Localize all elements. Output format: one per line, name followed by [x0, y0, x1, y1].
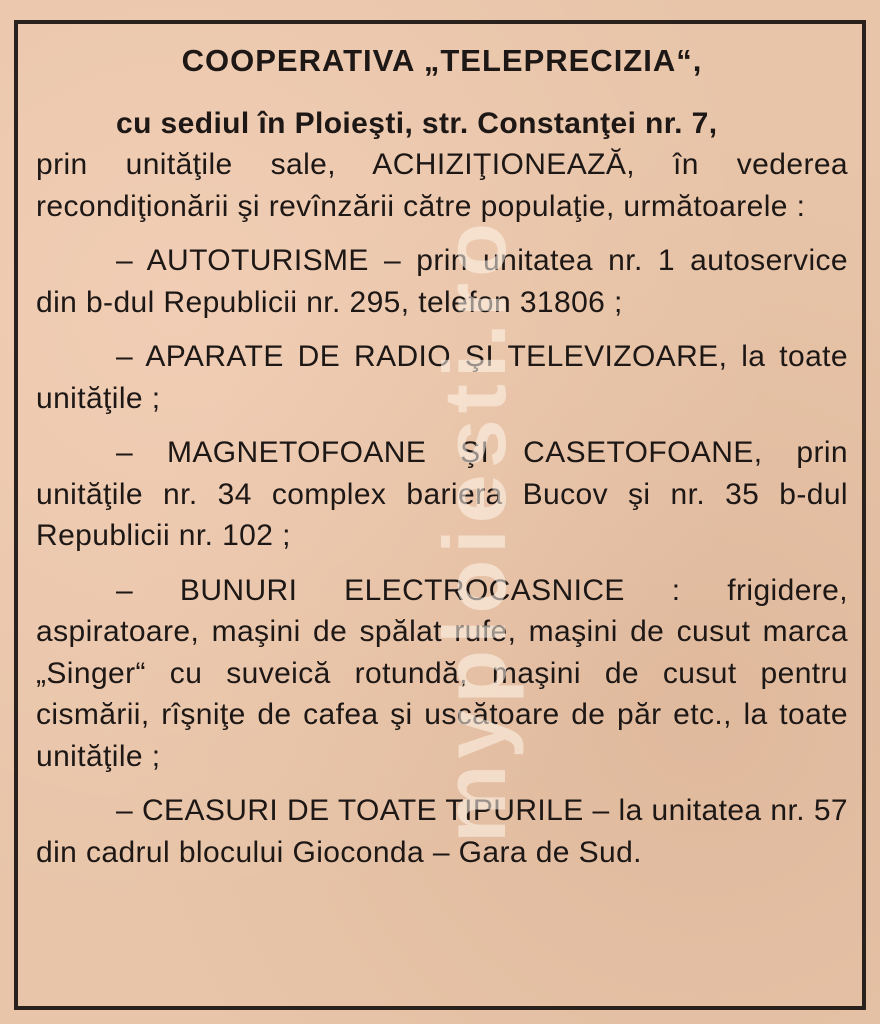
ad-title: COOPERATIVA „TELEPRECIZIA“,	[181, 43, 703, 78]
intro-text: prin unităţile sale, ACHIZIŢIONEAZĂ, în vederea recondiţionării şi revînzării către populaţie, următoarele :	[36, 148, 848, 223]
entry-ceasuri: – CEASURI DE TOATE TIPURILE – la unitatea nr. 57 din cadrul blocului Gioconda – Gara de Sud.	[36, 794, 848, 869]
watermark-text: myploiesti.ro	[425, 217, 524, 843]
entry-electrocasnice: – BUNURI ELECTROCASNICE : frigidere, aspiratoare, maşini de spălat rufe, maşini de cusut marca „Singer“ cu suveică rotundă, maşini de cusut pentru cismării, rîşniţe de cafea şi uscătoare de păr etc., la toate unităţile ;	[36, 573, 848, 773]
entry-magnetofoane: – MAGNETOFOANE ŞI CASETOFOANE, prin unităţile nr. 34 complex bariera Bucov şi nr. 35 b-dul Republicii nr. 102 ;	[36, 436, 848, 552]
ad-content	[36, 40, 848, 873]
intro-address: cu sediul în Ploieşti, str. Constanţei nr. 7,	[116, 106, 718, 140]
entry-radio-tv: – APARATE DE RADIO ŞI TELEVIZOARE, la toate unităţile ;	[36, 340, 848, 415]
entry-autoturisme: – AUTOTURISME – prin unitatea nr. 1 autoservice din b-dul Republicii nr. 295, telefon 31806 ;	[36, 244, 848, 319]
intro-paragraph	[36, 103, 848, 228]
